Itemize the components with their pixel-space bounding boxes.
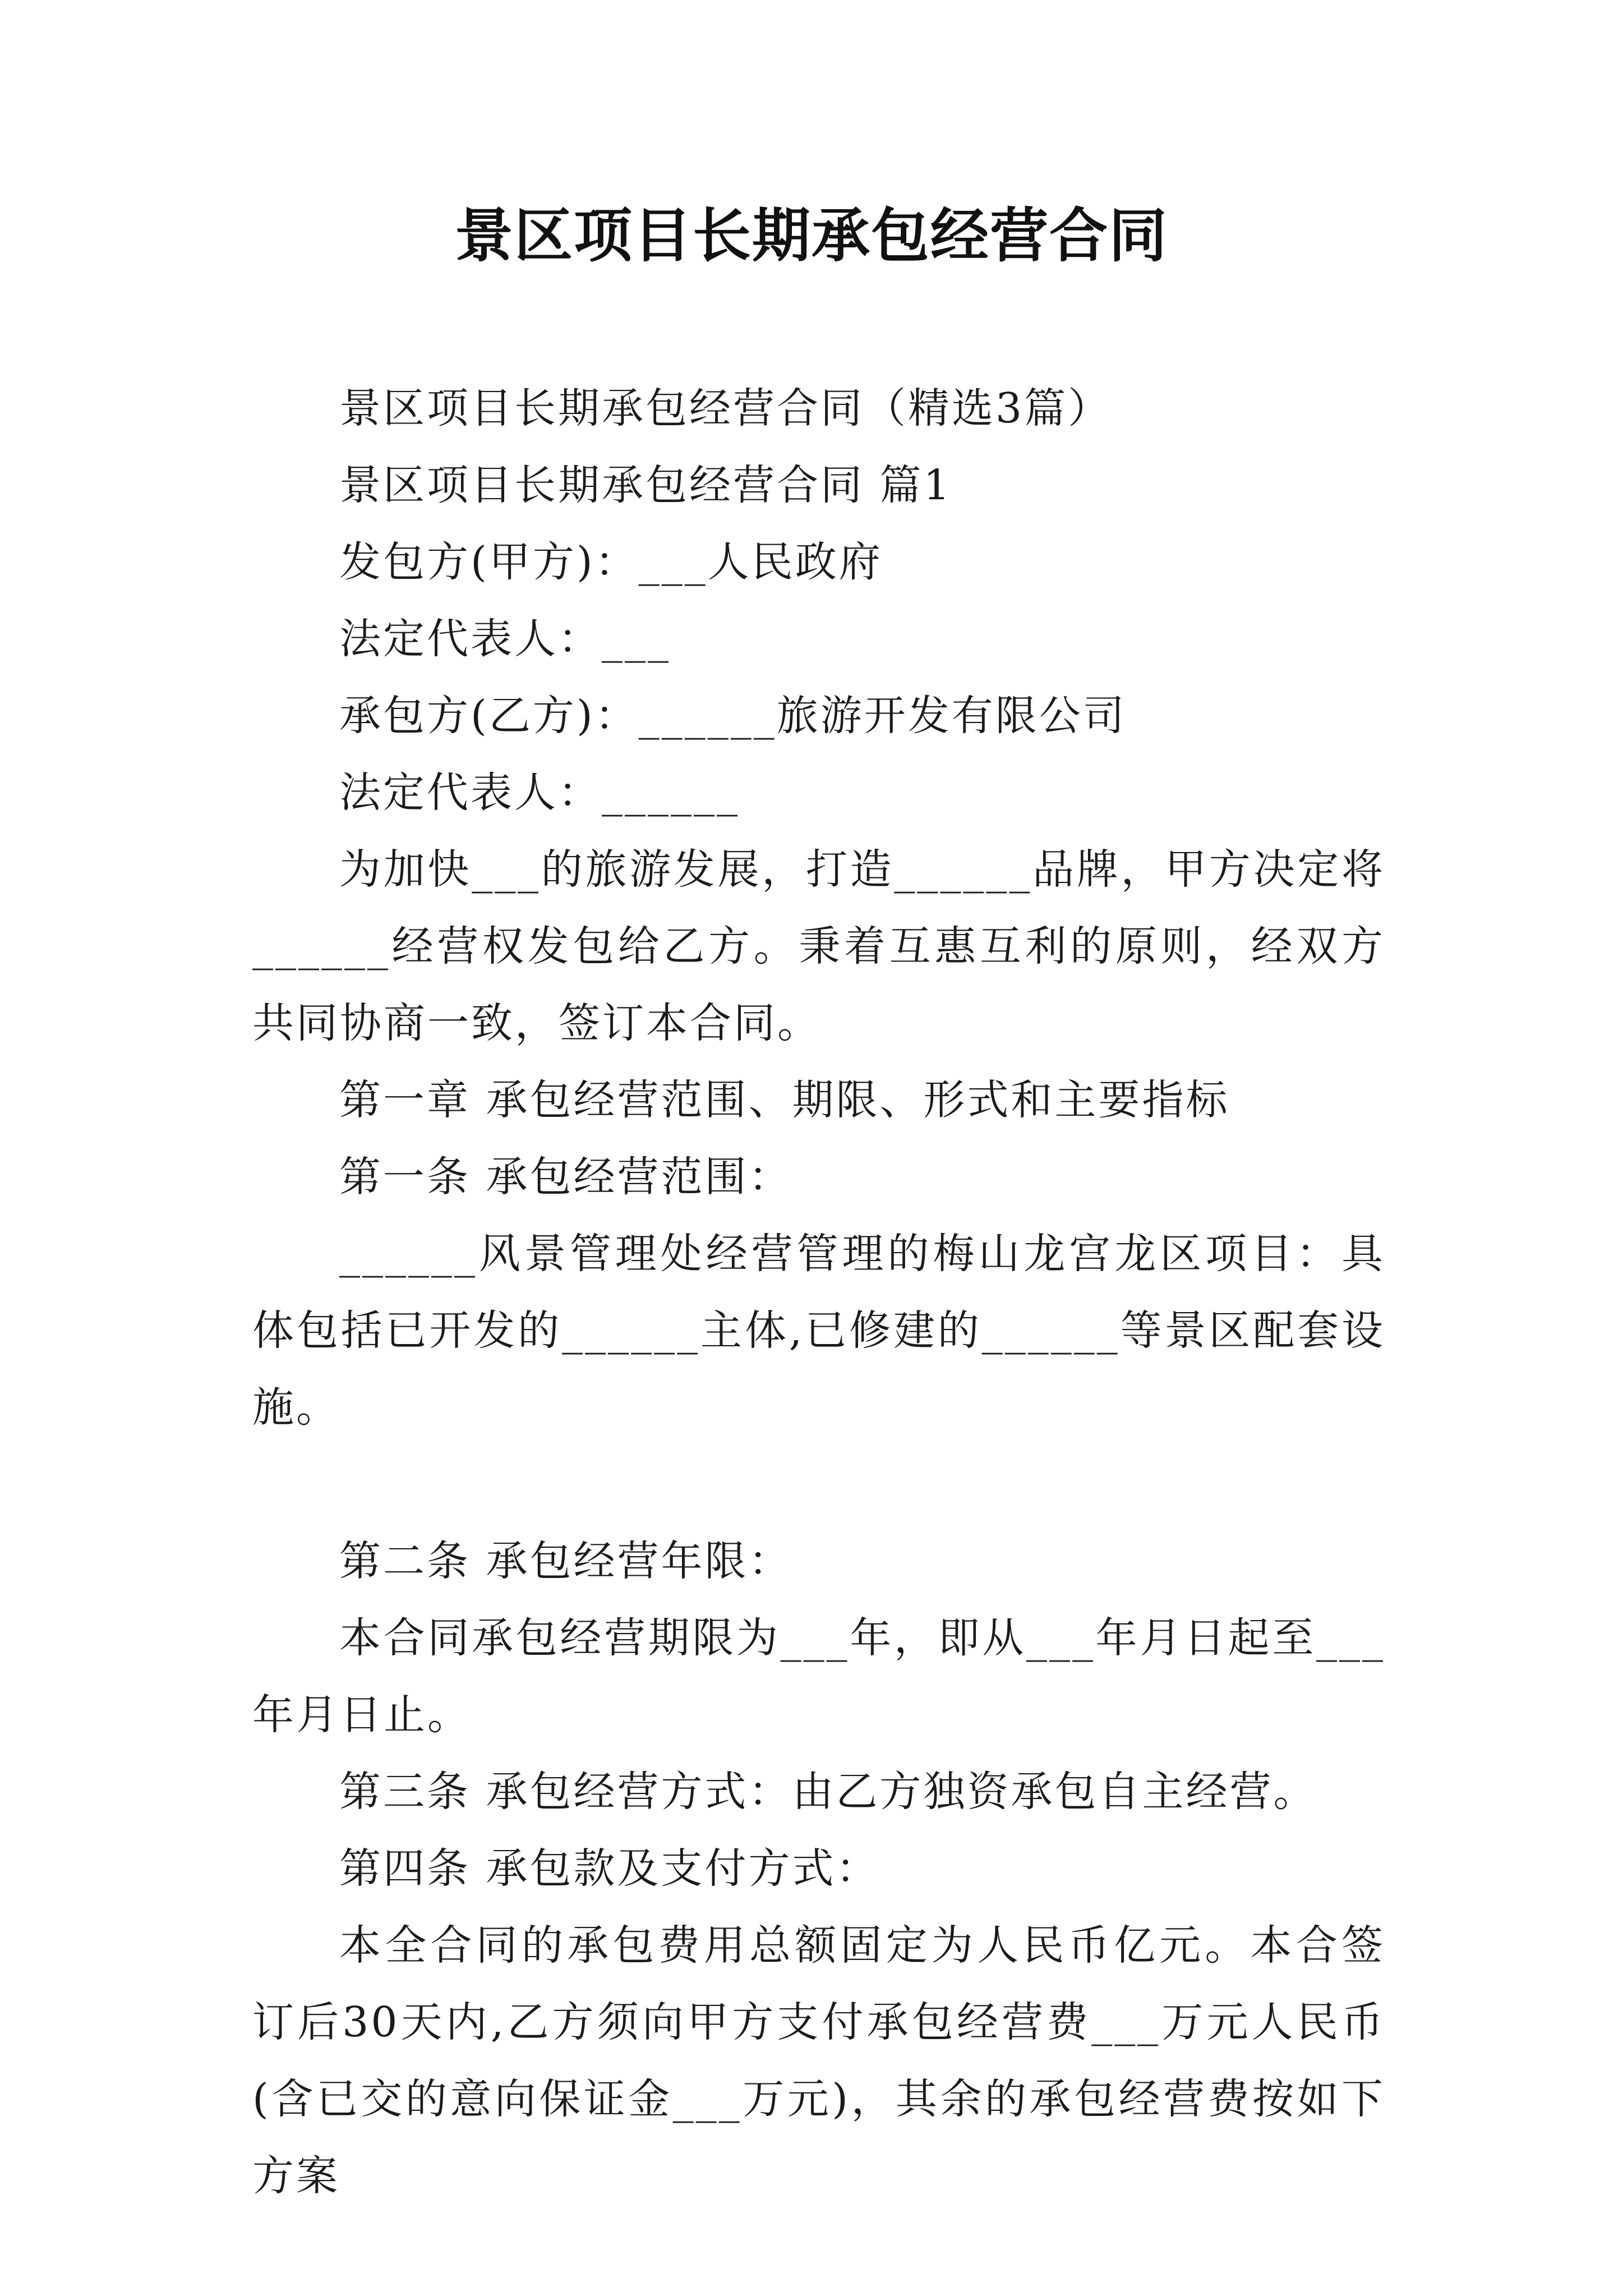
paragraph-preamble: 为加快___的旅游发展，打造______品牌，甲方决定将______经营权发包给乙方。秉着互惠互利的原则，经双方共同协商一致，签订本合同。 bbox=[252, 845, 1385, 1047]
paragraph-subtitle: 景区项目长期承包经营合同（精选3篇） bbox=[339, 384, 1112, 432]
paragraph-article-2-body: 本合同承包经营期限为___年，即从___年月日起至___年月日止。 bbox=[252, 1614, 1385, 1739]
paragraph-article-4: 第四条 承包款及支付方式： bbox=[339, 1844, 880, 1893]
paragraph-article-2: 第二条 承包经营年限： bbox=[339, 1537, 792, 1585]
document-body bbox=[252, 370, 1385, 2215]
paragraph-article-4-body: 本全合同的承包费用总额固定为人民币亿元。本合签订后30天内,乙方须向甲方支付承包经营费___万元人民币(含已交的意向保证金___万元)，其余的承包经营费按如下方案 bbox=[252, 1921, 1385, 2200]
document-title: 景区项目长期承包经营合同 bbox=[454, 201, 1168, 270]
paragraph-article-1-body: ______风景管理处经营管理的梅山龙宫龙区项目：具体包括已开发的______主体,已修建的______等景区配套设施。 bbox=[252, 1230, 1385, 1432]
paragraph-chapter-1: 第一章 承包经营范围、期限、形式和主要指标 bbox=[339, 1076, 1230, 1124]
paragraph-party-b: 承包方(乙方)：______旅游开发有限公司 bbox=[339, 692, 1127, 740]
paragraph-party-b-rep: 法定代表人：______ bbox=[339, 769, 740, 817]
paragraph-section-heading: 景区项目长期承包经营合同 篇1 bbox=[339, 461, 952, 509]
paragraph-article-1: 第一条 承包经营范围： bbox=[339, 1153, 792, 1201]
paragraph-party-a: 发包方(甲方)：___人民政府 bbox=[339, 538, 883, 586]
paragraph-article-3: 第三条 承包经营方式：由乙方独资承包自主经营。 bbox=[339, 1768, 1317, 1816]
paragraph-party-a-rep: 法定代表人：___ bbox=[339, 615, 671, 663]
